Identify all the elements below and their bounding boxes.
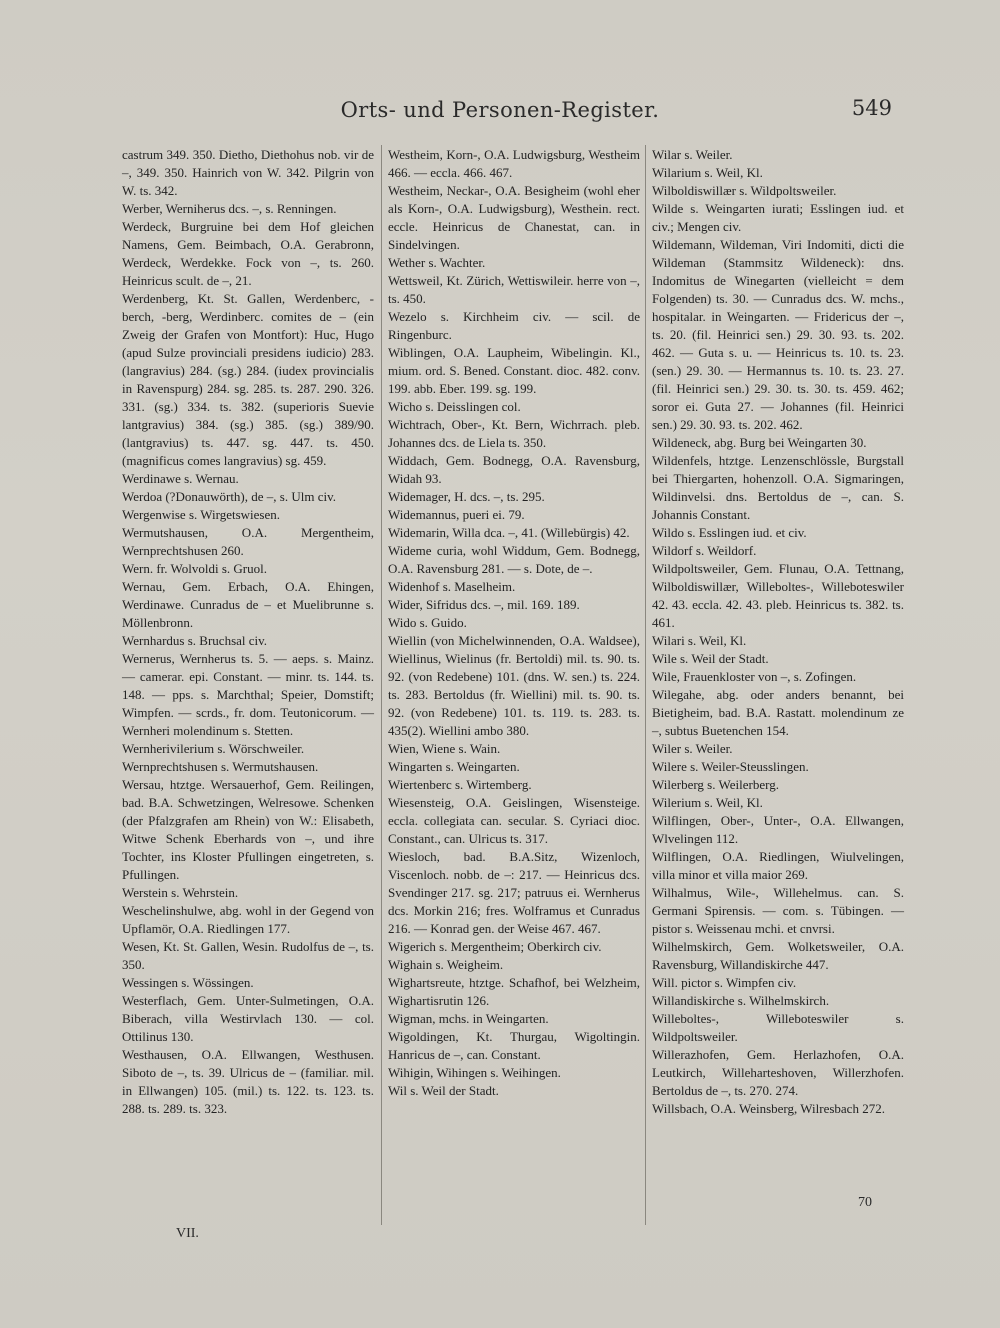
sheet-number: 70 bbox=[858, 1195, 872, 1210]
register-entry: Wildpoltsweiler, Gem. Flunau, O.A. Tettnang, Wilboldiswillær, Willeboltes-, Willeboteswiler 42. 43. eccla. 42. 43. pleb. Heinricus ts. 382. ts. 461. bbox=[652, 561, 904, 630]
register-entry: Weschelinshulwe, abg. wohl in der Gegend von Upflamör, O.A. Riedlingen 177. bbox=[122, 903, 374, 936]
register-entry: Wile s. Weil der Stadt. bbox=[652, 651, 769, 666]
register-column-1 bbox=[122, 146, 374, 1118]
register-entry: Wernhardus s. Bruchsal civ. bbox=[122, 633, 268, 648]
register-entry: Wil s. Weil der Stadt. bbox=[388, 1083, 499, 1098]
register-entry: Wernherivilerium s. Wörschweiler. bbox=[122, 741, 305, 756]
register-column-2 bbox=[388, 146, 640, 1100]
register-entry: Westheim, Neckar-, O.A. Besigheim (wohl eher als Korn-, O.A. Ludwigsburg), Westhein. rect. eccle. Heinricus de Chanestat, can. in Sindelvingen. bbox=[388, 183, 640, 252]
register-entry: Wersau, htztge. Wersauerhof, Gem. Reilingen, bad. B.A. Schwetzingen, Welresowe. Schenken (der Pfalzgrafen am Rhein) von W.: Elisabeth, Witwe Schenk Eberhards von –, und ihre Tochter, ins Kloster Pfullingen eingetreten, s. Pfullingen. bbox=[122, 777, 374, 882]
register-entry: Wilerium s. Weil, Kl. bbox=[652, 795, 763, 810]
register-entry: Willerazhofen, Gem. Herlazhofen, O.A. Leutkirch, Willeharteshoven, Willerzhofen. Bertoldus de –, ts. 270. 274. bbox=[652, 1047, 904, 1098]
register-entry: Wildo s. Esslingen iud. et civ. bbox=[652, 525, 807, 540]
register-entry: Wiesloch, bad. B.A.Sitz, Wizenloch, Viscenloch. nobb. de –: 217. — Heinricus dcs. Svendinger 217. sg. 217; patruus ei. Wernherus dcs. Morkin 216; fres. Wolframus et Cunradus 216. — Konrad gen. der Weise 467. 467. bbox=[388, 849, 640, 936]
column-divider bbox=[645, 145, 646, 1225]
register-entry: Wermutshausen, O.A. Mergentheim, Wernprechtshusen 260. bbox=[122, 525, 374, 558]
register-entry: Werdinawe s. Wernau. bbox=[122, 471, 239, 486]
register-entry: Westerflach, Gem. Unter-Sulmetingen, O.A. Biberach, villa Westirvlach 130. — col. Ottilinus 130. bbox=[122, 993, 374, 1044]
register-entry: Wilde s. Weingarten iurati; Esslingen iud. et civ.; Mengen civ. bbox=[652, 201, 904, 234]
register-entry: Willeboltes-, Willeboteswiler s. Wildpoltsweiler. bbox=[652, 1011, 904, 1044]
register-entry: Wiblingen, O.A. Laupheim, Wibelingin. Kl., mium. ord. S. Bened. Constant. dioc. 482. conv. 199. abb. Eber. 199. sg. 199. bbox=[388, 345, 640, 396]
register-entry: Wicho s. Deisslingen col. bbox=[388, 399, 521, 414]
page-title: Orts- und Personen-Register. bbox=[340, 98, 660, 122]
register-entry: Werber, Werniherus dcs. –, s. Renningen. bbox=[122, 201, 337, 216]
register-entry: Wiertenberc s. Wirtemberg. bbox=[388, 777, 532, 792]
register-entry: Wilar s. Weiler. bbox=[652, 147, 733, 162]
register-entry: Wighartsreute, htztge. Schafhof, bei Welzheim, Wighartisrutin 126. bbox=[388, 975, 640, 1008]
register-entry: Wettsweil, Kt. Zürich, Wettiswileir. herre von –, ts. 450. bbox=[388, 273, 640, 306]
register-entry: Widenhof s. Maselheim. bbox=[388, 579, 516, 594]
register-entry: Wilflingen, Ober-, Unter-, O.A. Ellwangen, Wlvelingen 112. bbox=[652, 813, 904, 846]
register-entry: Wern. fr. Wolvoldi s. Gruol. bbox=[122, 561, 267, 576]
register-entry: Wildenfels, htztge. Lenzenschlössle, Burgstall bei Thiergarten, hohenzoll. O.A. Sigmaringen, Wildinvelsi. dns. Bertoldus de –, can. S. Johannis Constant. bbox=[652, 453, 904, 522]
column-divider bbox=[381, 145, 382, 1225]
register-entry: Wilarium s. Weil, Kl. bbox=[652, 165, 763, 180]
register-entry: Wessingen s. Wössingen. bbox=[122, 975, 254, 990]
register-entry: Wergenwise s. Wirgetswiesen. bbox=[122, 507, 281, 522]
register-entry: Wilere s. Weiler-Steusslingen. bbox=[652, 759, 809, 774]
register-entry: Wigoldingen, Kt. Thurgau, Wigoltingin. Hanricus de –, can. Constant. bbox=[388, 1029, 640, 1062]
register-entry: Wilhelmskirch, Gem. Wolketsweiler, O.A. Ravensburg, Willandiskirche 447. bbox=[652, 939, 904, 972]
register-entry: Westhausen, O.A. Ellwangen, Westhusen. Siboto de –, ts. 39. Ulricus de – (familiar. mil. in Ellwangen) 105. (mil.) ts. 122. ts. 123. ts. 288. ts. 289. ts. 323. bbox=[122, 1047, 374, 1116]
register-entry: Werdoa (?Donauwörth), de –, s. Ulm civ. bbox=[122, 489, 336, 504]
register-entry: Wideme curia, wohl Widdum, Gem. Bodnegg, O.A. Ravensburg 281. — s. Dote, de –. bbox=[388, 543, 640, 576]
register-entry: Werstein s. Wehrstein. bbox=[122, 885, 239, 900]
register-entry: Willsbach, O.A. Weinsberg, Wilresbach 272. bbox=[652, 1101, 885, 1116]
register-entry: Wido s. Guido. bbox=[388, 615, 467, 630]
register-entry: Widemannus, pueri ei. 79. bbox=[388, 507, 525, 522]
register-entry: Widemarin, Willa dca. –, 41. (Willebürgis) 42. bbox=[388, 525, 630, 540]
register-entry: Wildorf s. Weildorf. bbox=[652, 543, 757, 558]
register-entry: Wigerich s. Mergentheim; Oberkirch civ. bbox=[388, 939, 602, 954]
register-entry: Wesen, Kt. St. Gallen, Wesin. Rudolfus de –, ts. 350. bbox=[122, 939, 374, 972]
register-entry: Wether s. Wachter. bbox=[388, 255, 486, 270]
register-entry: Wiellin (von Michelwinnenden, O.A. Waldsee), Wiellinus, Wielinus (fr. Bertoldi) mil. ts. 90. ts. 92. (von Redebene) 101. (dns. W. sen.) ts. 224. ts. 283. Bertoldus (fr. Wiellini) mil. ts. 90. ts. 92. (von Redebene) 101. ts. 119. ts. 283. ts. 435(2). Wiellini ambo 380. bbox=[388, 633, 640, 738]
register-entry: Wichtrach, Ober-, Kt. Bern, Wichrrach. pleb. Johannes dcs. de Liela ts. 350. bbox=[388, 417, 640, 450]
register-entry: Wilflingen, O.A. Riedlingen, Wiulvelingen, villa minor et villa maior 269. bbox=[652, 849, 904, 882]
register-entry: Wildemann, Wildeman, Viri Indomiti, dicti die Wildeman (Stammsitz Wildeneck): dns. Indomitus de Winegarten (vielleicht = dem Folgenden) ts. 30. — Cunradus dcs. W. mchs., hospitalar. in Weingarten. — Fridericus der –, ts. 20. (fil. Heinrici sen.) 29. 30. 93. ts. 202. 462. — Guta s. u. — Heinricus ts. 10. ts. 23. (sen.) 29. 30. — Hermannus ts. 10. ts. 23. 27. (fil. Heinrici sen.) 29. 30. ts. 30. ts. 459. 462; soror ei. Guta 27. — Johannes (fil. Heinrici sen.) 29. 30. 93. ts. 202. 462. bbox=[652, 237, 904, 432]
register-entry: Widdach, Gem. Bodnegg, O.A. Ravensburg, Widah 93. bbox=[388, 453, 640, 486]
register-entry: Wilari s. Weil, Kl. bbox=[652, 633, 747, 648]
register-entry: Wilhalmus, Wile-, Willehelmus. can. S. Germani Spirensis. — com. s. Tübingen. — pistor s. Weissenau mchi. et cnvrsi. bbox=[652, 885, 904, 936]
register-entry: Werdenberg, Kt. St. Gallen, Werdenberc, -berch, -berg, Werdinberc. comites de – (ein Zweig der Grafen von Montfort): Huc, Hugo (apud Sulze provinciali presidens iudicio) 283. (langravius) 284. (sg.) 284. (iudex provincialis in Ravenspurg) 284. sg. 285. ts. 287. 290. 326. 331. (sg.) 334. ts. 382. (superioris Suevie lantgravius) 384. (sg.) 385. (sg.) 389/90. (lantgravius) ts. 447. sg. 447. ts. 450. (magnificus comes langravius) sg. 459. bbox=[122, 291, 374, 468]
register-entry: Wien, Wiene s. Wain. bbox=[388, 741, 501, 756]
register-entry: Wihigin, Wihingen s. Weihingen. bbox=[388, 1065, 561, 1080]
register-entry: Werdeck, Burgruine bei dem Hof gleichen Namens, Gem. Beimbach, O.A. Gerabronn, Werdeck, Werdekke. Fock von –, ts. 260. Heinricus scult. de –, 21. bbox=[122, 219, 374, 288]
printer-signature: VII. bbox=[176, 1226, 199, 1241]
register-entry: Wigman, mchs. in Weingarten. bbox=[388, 1011, 549, 1026]
register-entry: Wiesensteig, O.A. Geislingen, Wisensteige. eccla. collegiata can. secular. S. Cyriaci dioc. Constant., can. Ulricus ts. 317. bbox=[388, 795, 640, 846]
register-entry: Will. pictor s. Wimpfen civ. bbox=[652, 975, 797, 990]
register-entry: Wighain s. Weigheim. bbox=[388, 957, 504, 972]
register-entry: Wildeneck, abg. Burg bei Weingarten 30. bbox=[652, 435, 867, 450]
register-entry: Wernerus, Wernherus ts. 5. — aeps. s. Mainz. — camerar. epi. Constant. — minr. ts. 144. ts. 148. — pps. s. Marchthal; Speier, Domstift; Wimpfen. — scrds., fr. dom. Teutonicorum. — Wernheri molendinum s. Stetten. bbox=[122, 651, 374, 738]
page-number: 549 bbox=[851, 96, 892, 120]
register-entry: Wilegahe, abg. oder anders benannt, bei Bietigheim, bad. B.A. Rastatt. molendinum ze –, subtus Buetenchen 154. bbox=[652, 687, 904, 738]
register-entry: Willandiskirche s. Wilhelmskirch. bbox=[652, 993, 830, 1008]
register-entry: Wilboldiswillær s. Wildpoltsweiler. bbox=[652, 183, 837, 198]
register-entry: castrum 349. 350. Dietho, Diethohus nob. vir de –, 349. 350. Hainrich von W. 342. Pilgrin von W. ts. 342. bbox=[122, 147, 374, 198]
register-column-3 bbox=[652, 146, 904, 1118]
register-entry: Wezelo s. Kirchheim civ. — scil. de Ringenburc. bbox=[388, 309, 640, 342]
register-entry: Westheim, Korn-, O.A. Ludwigsburg, Westheim 466. — eccla. 466. 467. bbox=[388, 147, 640, 180]
register-entry: Wile, Frauenkloster von –, s. Zofingen. bbox=[652, 669, 857, 684]
register-entry: Wider, Sifridus dcs. –, mil. 169. 189. bbox=[388, 597, 580, 612]
register-entry: Wilerberg s. Weilerberg. bbox=[652, 777, 779, 792]
register-entry: Wernau, Gem. Erbach, O.A. Ehingen, Werdinawe. Cunradus de – et Muelibrunne s. Möllenbronn. bbox=[122, 579, 374, 630]
register-entry: Wingarten s. Weingarten. bbox=[388, 759, 520, 774]
register-entry: Wernprechtshusen s. Wermutshausen. bbox=[122, 759, 319, 774]
register-entry: Wiler s. Weiler. bbox=[652, 741, 733, 756]
register-entry: Widemager, H. dcs. –, ts. 295. bbox=[388, 489, 545, 504]
